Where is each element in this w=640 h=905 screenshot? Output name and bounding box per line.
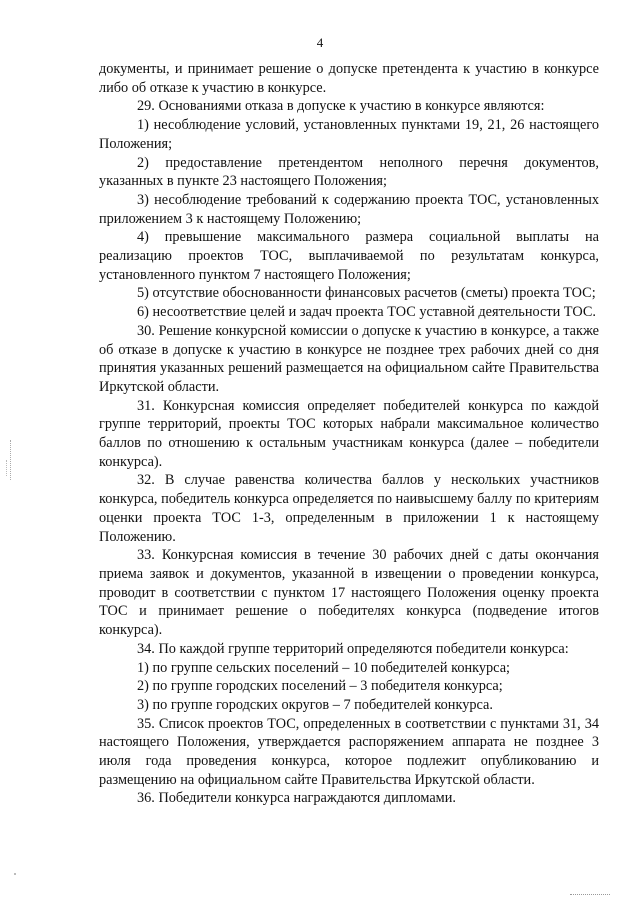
paragraph: 35. Список проектов ТОС, определенных в соответствии с пунктами 31, 34 настоящего Положения, утверждается распоряжением аппарата не позднее 3 июля года проведения конкурса, которое подлежит опубликованию и размещению на официальном сайте Правительства Иркутской области.: [99, 715, 599, 788]
paragraph: документы, и принимает решение о допуске претендента к участию в конкурсе либо об отказе к участию в конкурсе.: [99, 61, 599, 96]
paragraph: 36. Победители конкурса награждаются дипломами.: [137, 790, 456, 807]
document-body: [99, 60, 599, 808]
page-number: 4: [316, 35, 324, 50]
paragraph: 2) по группе городских поселений – 3 победителя конкурса;: [137, 678, 503, 695]
paragraph: 31. Конкурсная комиссия определяет победителей конкурса по каждой группе территорий, проекты ТОС которых набрали максимальное количество баллов по отношению к остальным участникам конкурса (далее – победители конкурса).: [99, 397, 599, 470]
paragraph: 32. В случае равенства количества баллов у нескольких участников конкурса, победитель конкурса определяется по наивысшему баллу по критериям оценки проекта ТОС 1-3, определенным в приложении 1 к настоящему Положению.: [99, 472, 599, 545]
paragraph: 5) отсутствие обоснованности финансовых расчетов (сметы) проекта ТОС;: [137, 285, 596, 302]
paragraph: 3) несоблюдение требований к содержанию проекта ТОС, установленных приложением 3 к настоящему Положению;: [99, 191, 599, 227]
scan-margin-mark: [10, 440, 12, 480]
scan-corner-mark: [570, 894, 610, 897]
scan-margin-mark: [6, 460, 8, 476]
paragraph: 30. Решение конкурсной комиссии о допуске к участию в конкурсе, а также об отказе в допуске к участию в конкурсе не позднее трех рабочих дней со дня принятия указанных решений размещается на официальном сайте Правительства Иркутской области.: [99, 322, 599, 395]
paragraph: 3) по группе городских округов – 7 победителей конкурса.: [137, 696, 493, 713]
paragraph: 33. Конкурсная комиссия в течение 30 рабочих дней с даты окончания приема заявок и документов, указанной в извещении о проведении конкурса, проводит в соответствии с пунктом 17 настоящего Положения оценку проекта ТОС и принимает решение о победителях конкурса (подведение итогов конкурса).: [99, 547, 599, 639]
paragraph: 1) по группе сельских поселений – 10 победителей конкурса;: [137, 659, 511, 676]
paragraph: 29. Основаниями отказа в допуске к участию в конкурсе являются:: [137, 98, 545, 115]
paragraph: 1) несоблюдение условий, установленных пунктами 19, 21, 26 настоящего Положения;: [99, 117, 599, 152]
paragraph: 6) несоответствие целей и задач проекта ТОС уставной деятельности ТОС.: [137, 304, 596, 321]
paragraph: 4) превышение максимального размера социальной выплаты на реализацию проектов ТОС, выплачиваемой по результатам конкурса, установленного пунктом 7 настоящего Положения;: [99, 229, 599, 283]
paragraph: 34. По каждой группе территорий определяются победители конкурса:: [137, 640, 569, 657]
paragraph: 2) предоставление претендентом неполного перечня документов, указанных в пункте 23 настоящего Положения;: [99, 154, 599, 190]
scan-artifact-dot: [14, 873, 16, 875]
